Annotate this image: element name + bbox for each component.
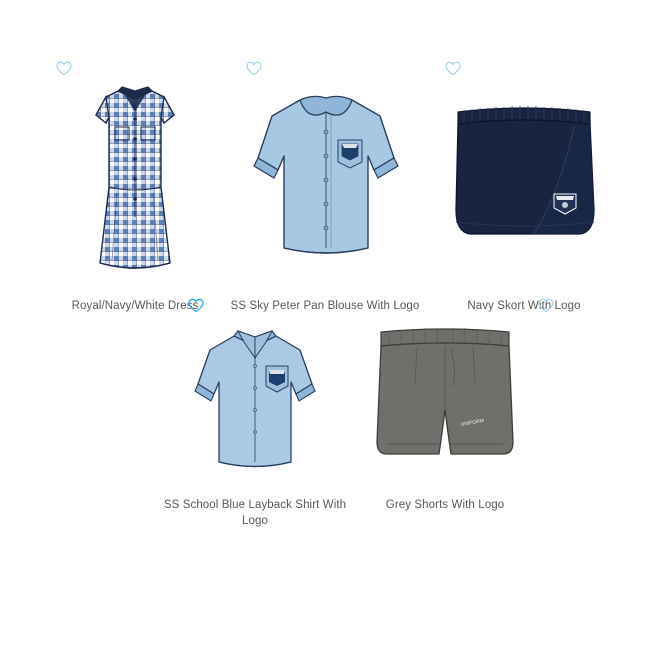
product-title: SS School Blue Layback Shirt With Logo xyxy=(163,499,347,527)
product-title: SS Sky Peter Pan Blouse With Logo xyxy=(230,300,420,312)
product-card[interactable] xyxy=(345,294,545,514)
product-title: Royal/Navy/White Dress xyxy=(71,300,199,312)
product-card[interactable] xyxy=(35,57,235,315)
product-title: Grey Shorts With Logo xyxy=(385,499,505,511)
navy-skort-image[interactable] xyxy=(424,67,624,287)
ss-sky-peter-pan-blouse-image[interactable] xyxy=(225,67,425,287)
product-title: Navy Skort With Logo xyxy=(467,300,581,312)
product-card[interactable] xyxy=(155,294,355,529)
ss-school-blue-layback-shirt-image[interactable] xyxy=(155,304,355,494)
product-card[interactable] xyxy=(225,57,425,315)
product-card[interactable] xyxy=(424,57,624,315)
royal-navy-white-dress-image[interactable] xyxy=(35,67,235,287)
grey-shorts-image[interactable] xyxy=(345,304,545,494)
svg-text:UNIFORM: UNIFORM xyxy=(460,418,485,428)
